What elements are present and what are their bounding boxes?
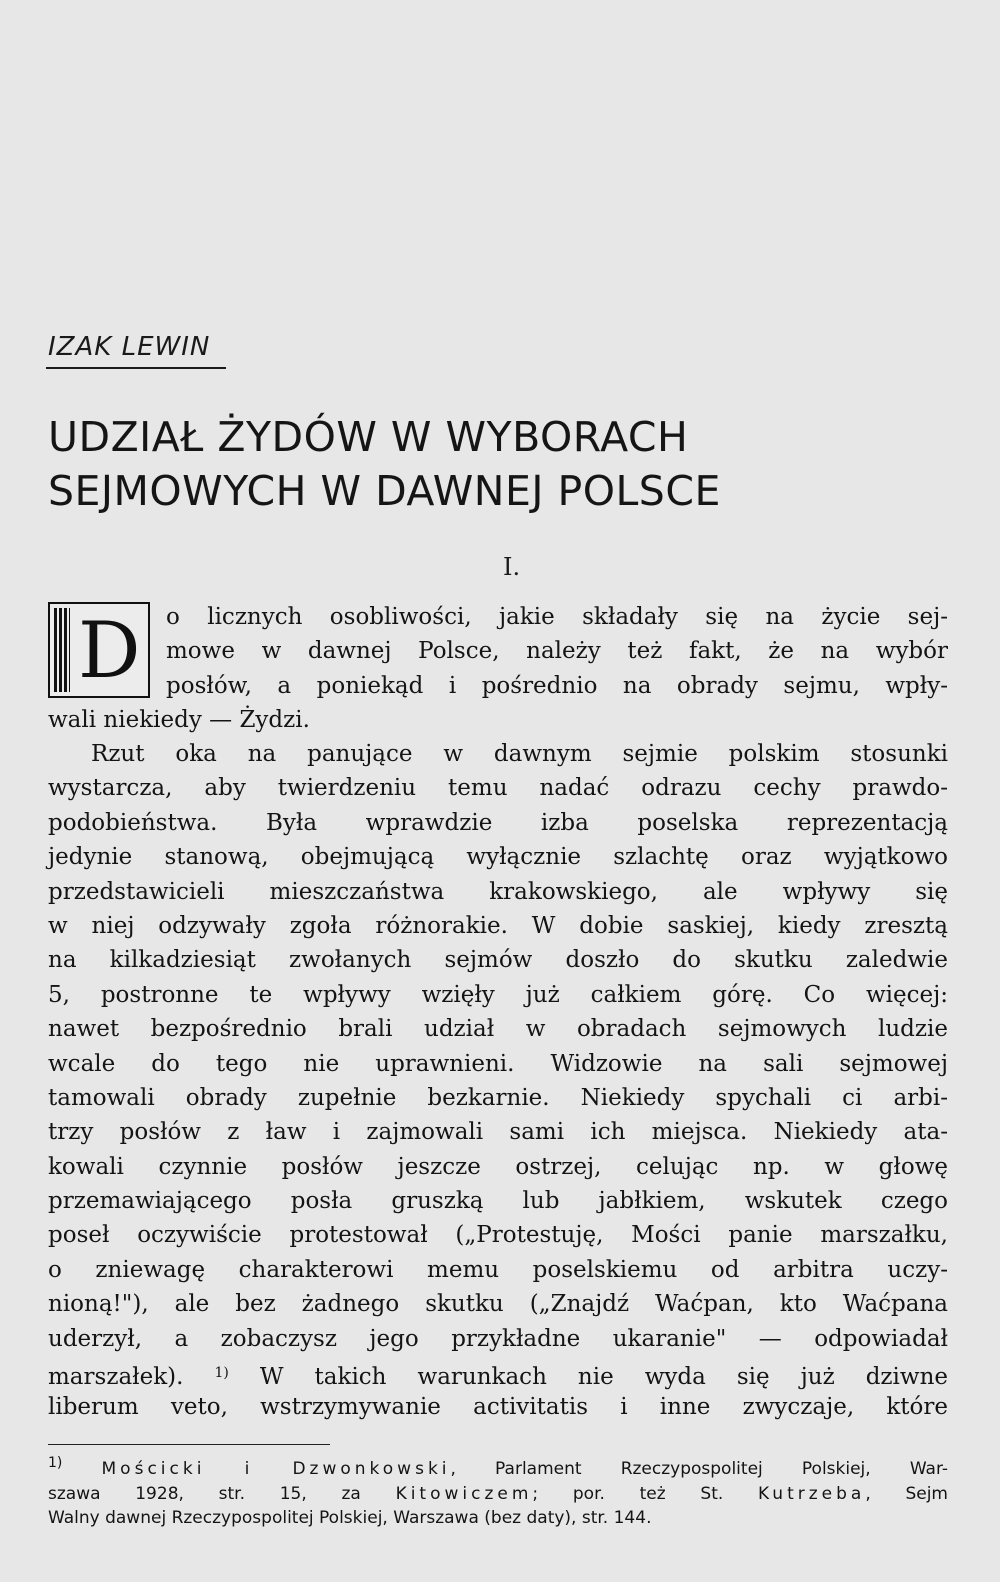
footnote-author: Kitowiczem (395, 1483, 533, 1504)
text-line: mowe w dawnej Polsce, należy też fakt, że na wybór (166, 638, 948, 665)
text-line: jedynie stanową, obejmującą wyłącznie szlachtę oraz wyjątkowo (48, 844, 948, 871)
author-name: IZAK LEWIN (48, 332, 211, 362)
footnote-text: , Sejm (865, 1483, 948, 1504)
text-line: na kilkadziesiąt zwołanych sejmów doszło do skutku zaledwie (48, 947, 948, 974)
text-line: o licznych osobliwości, jakie składały się na życie sej- (166, 604, 948, 630)
text-line: posłów, a poniekąd i pośrednio na obrady sejmu, wpły- (166, 672, 948, 699)
text-line: tamowali obrady zupełnie bezkarnie. Niekiedy spychali ci arbi- (48, 1084, 948, 1111)
footnote-line (48, 1451, 948, 1482)
text-line: przemawiającego posła gruszką lub jabłkiem, wskutek czego (48, 1188, 948, 1215)
footnote-author: Kutrzeba (758, 1483, 866, 1504)
text-line: uderzył, a zobaczysz jego przykładne ukaranie" — odpowiadał (48, 1325, 948, 1352)
text-line: wystarcza, aby twierdzeniu temu nadać odrazu cechy prawdo- (48, 775, 948, 802)
title-line-2: SEJMOWYCH W DAWNEJ POLSCE (48, 467, 721, 515)
text-line: trzy posłów z ław i zajmowali sami ich miejsca. Niekiedy ata- (48, 1119, 948, 1146)
text-line: Rzut oka na panujące w dawnym sejmie polskim stosunki (91, 741, 948, 767)
article-title (48, 410, 948, 518)
text-line: liberum veto, wstrzymywanie activitatis i inne zwyczaje, które (48, 1394, 948, 1421)
footnote-text: szawa 1928, str. 15, za (48, 1483, 361, 1504)
text-fragment: marszałek). (48, 1364, 184, 1391)
text-line: poseł oczywiście protestował („Protestuję, Mości panie marszałku, (48, 1222, 948, 1249)
footnote-text: ; por. też St. (532, 1483, 724, 1504)
section-number: I. (503, 553, 521, 581)
paragraph-1 (48, 600, 948, 738)
footnote-text: , Parlament Rzeczypospolitej Polskiej, War- (450, 1459, 948, 1479)
text-line: w niej odzywały zgoła różnorakie. W dobie saskiej, kiedy zresztą (48, 912, 948, 939)
text-line: wcale do tego nie uprawnieni. Widzowie na sali sejmowej (48, 1050, 948, 1077)
footnote-author: Dzwonkowski (292, 1459, 451, 1479)
text-line: kowali czynnie posłów jeszcze ostrzej, celując np. w głowę (48, 1153, 948, 1180)
footnote-text: i (244, 1459, 254, 1479)
drop-cap-letter: D (78, 606, 141, 696)
footnote-marker: 1) (48, 1455, 63, 1471)
footnote-line (48, 1482, 948, 1507)
footnote-reference: 1) (214, 1365, 229, 1382)
text-line: podobieństwa. Była wprawdzie izba poselska reprezentacją (48, 809, 948, 836)
footnote-author: Mościcki (101, 1459, 206, 1479)
title-line-1: UDZIAŁ ŻYDÓW W WYBORACH (48, 413, 689, 461)
text-line: wali niekiedy — Żydzi. (48, 707, 310, 734)
text-line: o zniewagę charakterowi memu poselskiemu od arbitra uczy- (48, 1256, 948, 1283)
text-line: nawet bezpośrednio brali udział w obradach sejmowych ludzie (48, 1016, 948, 1043)
text-line-with-footnote-ref (48, 1356, 948, 1390)
footnote-line: Walny dawnej Rzeczypospolitej Polskiej, Warszawa (bez daty), str. 144. (48, 1508, 652, 1528)
text-line: 5, postronne te wpływy wzięły już całkiem górę. Co więcej: (48, 981, 948, 1008)
author-underline (46, 367, 226, 369)
text-fragment: W takich warunkach nie wyda się już dziwne (259, 1364, 949, 1391)
paragraph-2 (48, 737, 948, 1425)
text-line: nioną!"), ale bez żadnego skutku („Znajdź Waćpan, kto Waćpana (48, 1291, 948, 1318)
footnote-separator (48, 1444, 330, 1445)
text-line: przedstawicieli mieszczaństwa krakowskiego, ale wpływy się (48, 878, 948, 905)
footnote (48, 1451, 948, 1531)
